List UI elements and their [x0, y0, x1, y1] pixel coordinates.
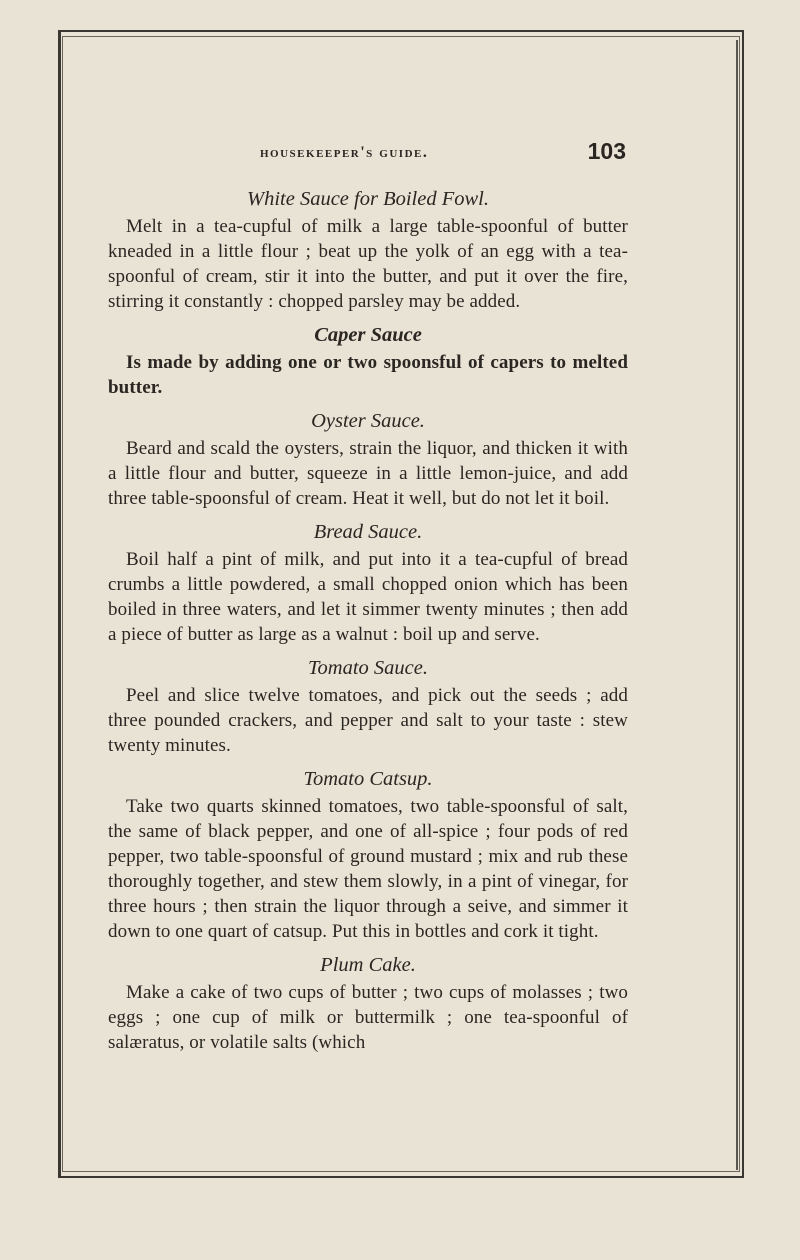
recipe-title: Plum Cake. [320, 954, 416, 976]
recipe-bread-sauce [108, 519, 628, 647]
recipe-plum-cake [108, 952, 628, 1055]
recipe-text: Beard and scald the oysters, strain the liquor, and thicken it with a little flour and butter, squeeze in a little lemon-juice, and add three table-spoonsful of cream. Heat it well, but do not let it boil. [108, 438, 628, 509]
page-gutter-line [736, 40, 738, 1170]
book-page [108, 140, 628, 1063]
recipe-title: Bread Sauce. [313, 521, 423, 543]
recipe-title: Tomato Sauce. [308, 657, 428, 679]
recipe-title: Oyster Sauce. [311, 410, 425, 432]
recipe-tomato-sauce [108, 655, 628, 758]
recipe-text: Peel and slice twelve tomatoes, and pick out the seeds ; add three pounded crackers, and pepper and salt to your taste : stew twenty minutes. [108, 685, 628, 756]
recipe-oyster-sauce [108, 408, 628, 511]
recipe-title: White Sauce for Boiled Fowl. [247, 188, 489, 210]
running-head [108, 140, 628, 176]
recipe-title: Caper Sauce [314, 324, 422, 346]
recipe-caper-sauce [108, 322, 628, 400]
recipe-text: Is made by adding one or two spoonsful of capers to melted butter. [108, 352, 628, 398]
running-title: housekeeper's guide. [260, 144, 429, 161]
recipe-tomato-catsup [108, 766, 628, 944]
page-number: 103 [587, 138, 626, 164]
recipe-white-sauce [108, 186, 628, 314]
recipe-title: Tomato Catsup. [303, 768, 433, 790]
recipe-text: Melt in a tea-cupful of milk a large table-spoonful of butter kneaded in a little flour ; beat up the yolk of an egg with a tea-spoonful of cream, stir it into the butter, and put it over the fire, stirring it constantly : chopped parsley may be added. [108, 216, 628, 312]
recipe-text: Take two quarts skinned tomatoes, two table-spoonsful of salt, the same of black pepper, and one of all-spice ; four pods of red pepper, two table-spoonsful of ground mustard ; mix and rub these thoroughly together, and stew them slowly, in a pint of vinegar, for three hours ; then strain the liquor through a seive, and simmer it down to one quart of catsup. Put this in bottles and cork it tight. [108, 796, 628, 942]
recipe-text: Boil half a pint of milk, and put into it a tea-cupful of bread crumbs a little powdered, a small chopped onion which has been boiled in three waters, and let it simmer twenty minutes ; then add a piece of butter as large as a walnut : boil up and serve. [108, 549, 628, 645]
recipe-text: Make a cake of two cups of butter ; two cups of molasses ; two eggs ; one cup of milk or buttermilk ; one tea-spoonful of salæratus, or volatile salts (which [108, 982, 628, 1053]
